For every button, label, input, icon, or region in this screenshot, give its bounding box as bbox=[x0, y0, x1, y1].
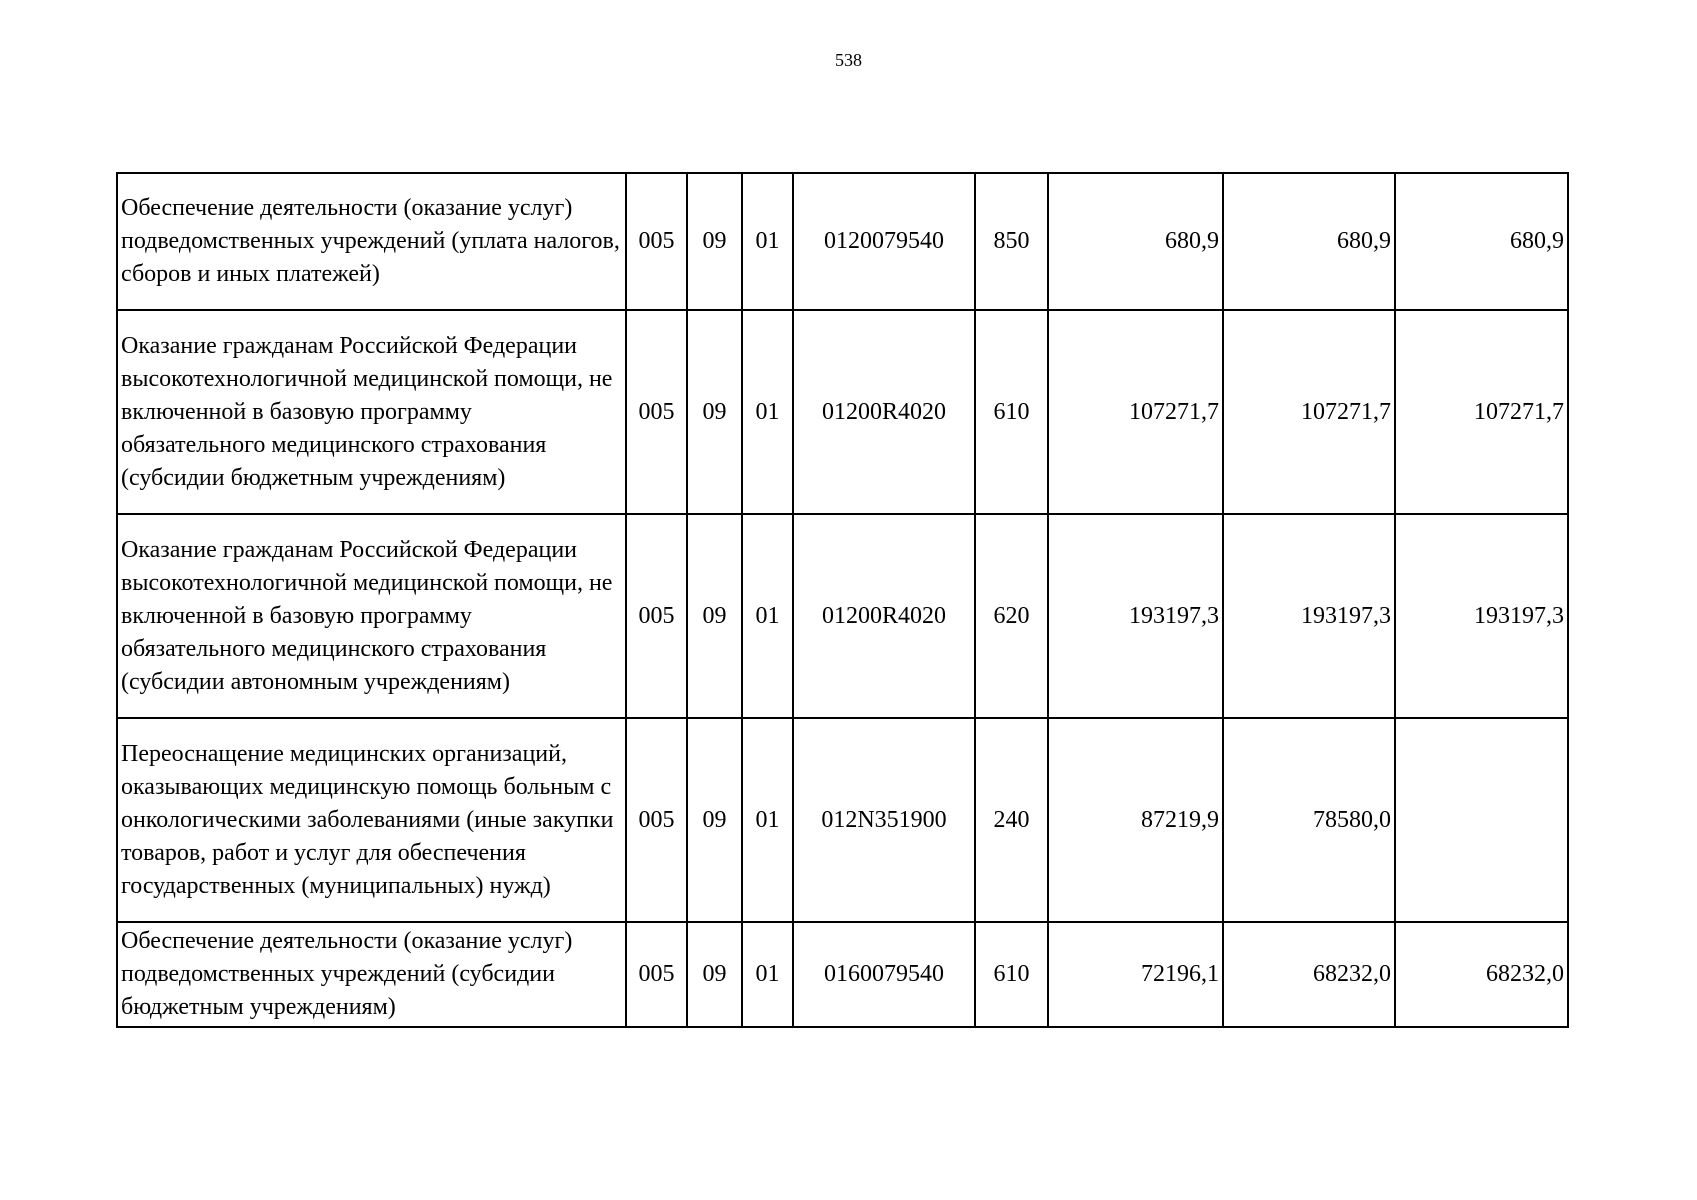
section-code-cell: 09 bbox=[687, 310, 742, 514]
table-row bbox=[117, 310, 1568, 514]
amount-year-2-cell: 107271,7 bbox=[1223, 310, 1395, 514]
subsection-code-cell: 01 bbox=[742, 173, 793, 310]
target-article-cell: 0160079540 bbox=[793, 922, 975, 1027]
section-code-cell: 09 bbox=[687, 514, 742, 718]
target-article-cell: 0120079540 bbox=[793, 173, 975, 310]
budget-table bbox=[116, 172, 1569, 1028]
amount-year-1-cell: 107271,7 bbox=[1048, 310, 1223, 514]
amount-year-1-cell: 87219,9 bbox=[1048, 718, 1223, 922]
amount-year-3-cell: 68232,0 bbox=[1395, 922, 1568, 1027]
target-article-cell: 01200R4020 bbox=[793, 310, 975, 514]
expense-name-cell: Переоснащение медицинских организаций, оказывающих медицинскую помощь больным с онкологическими заболеваниями (иные закупки товаров, работ и услуг для обеспечения государственных (муниципальных) нужд) bbox=[117, 718, 626, 922]
ministry-code-cell: 005 bbox=[626, 514, 687, 718]
target-article-cell: 01200R4020 bbox=[793, 514, 975, 718]
amount-year-2-cell: 193197,3 bbox=[1223, 514, 1395, 718]
amount-year-3-cell bbox=[1395, 718, 1568, 922]
expense-type-cell: 850 bbox=[975, 173, 1048, 310]
table-row bbox=[117, 514, 1568, 718]
table-row bbox=[117, 922, 1568, 1027]
ministry-code-cell: 005 bbox=[626, 922, 687, 1027]
ministry-code-cell: 005 bbox=[626, 310, 687, 514]
amount-year-2-cell: 68232,0 bbox=[1223, 922, 1395, 1027]
amount-year-1-cell: 72196,1 bbox=[1048, 922, 1223, 1027]
amount-year-3-cell: 193197,3 bbox=[1395, 514, 1568, 718]
expense-name-cell: Оказание гражданам Российской Федерации высокотехнологичной медицинской помощи, не включенной в базовую программу обязательного медицинского страхования (субсидии бюджетным учреждениям) bbox=[117, 310, 626, 514]
expense-name-cell: Обеспечение деятельности (оказание услуг) подведомственных учреждений (уплата налогов, сборов и иных платежей) bbox=[117, 173, 626, 310]
table-row bbox=[117, 173, 1568, 310]
amount-year-3-cell: 107271,7 bbox=[1395, 310, 1568, 514]
amount-year-1-cell: 680,9 bbox=[1048, 173, 1223, 310]
expense-type-cell: 240 bbox=[975, 718, 1048, 922]
ministry-code-cell: 005 bbox=[626, 173, 687, 310]
expense-type-cell: 610 bbox=[975, 310, 1048, 514]
target-article-cell: 012N351900 bbox=[793, 718, 975, 922]
amount-year-2-cell: 680,9 bbox=[1223, 173, 1395, 310]
amount-year-3-cell: 680,9 bbox=[1395, 173, 1568, 310]
expense-type-cell: 610 bbox=[975, 922, 1048, 1027]
section-code-cell: 09 bbox=[687, 173, 742, 310]
subsection-code-cell: 01 bbox=[742, 514, 793, 718]
ministry-code-cell: 005 bbox=[626, 718, 687, 922]
subsection-code-cell: 01 bbox=[742, 310, 793, 514]
expense-name-cell: Оказание гражданам Российской Федерации высокотехнологичной медицинской помощи, не включенной в базовую программу обязательного медицинского страхования (субсидии автономным учреждениям) bbox=[117, 514, 626, 718]
section-code-cell: 09 bbox=[687, 922, 742, 1027]
section-code-cell: 09 bbox=[687, 718, 742, 922]
page-number: 538 bbox=[835, 50, 862, 70]
expense-type-cell: 620 bbox=[975, 514, 1048, 718]
amount-year-2-cell: 78580,0 bbox=[1223, 718, 1395, 922]
amount-year-1-cell: 193197,3 bbox=[1048, 514, 1223, 718]
table-row bbox=[117, 718, 1568, 922]
subsection-code-cell: 01 bbox=[742, 718, 793, 922]
subsection-code-cell: 01 bbox=[742, 922, 793, 1027]
expense-name-cell: Обеспечение деятельности (оказание услуг) подведомственных учреждений (субсидии бюджетным учреждениям) bbox=[117, 922, 626, 1027]
